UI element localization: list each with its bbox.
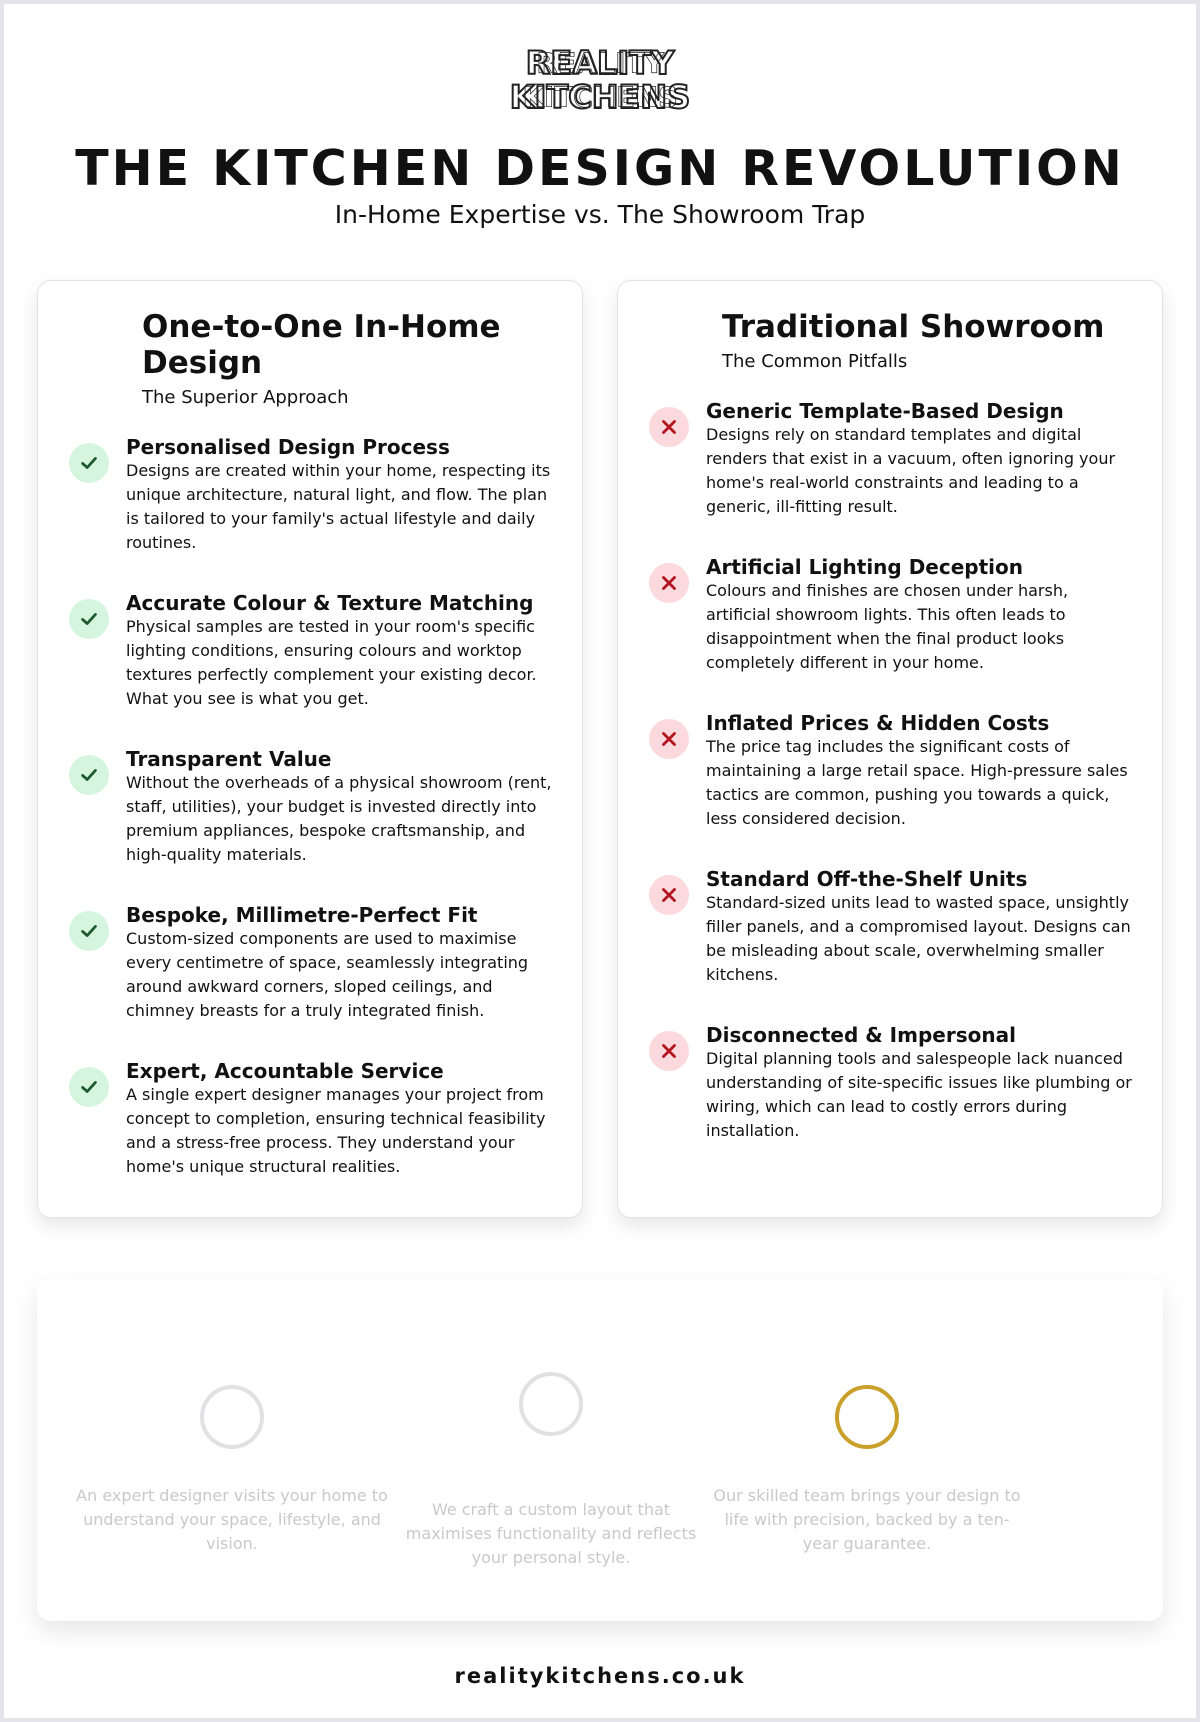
item-description-line: home's unique structural realities.	[126, 1157, 401, 1176]
item-description	[126, 459, 550, 555]
item-description-line: renders that exist in a vacuum, often ignoring your	[706, 449, 1116, 468]
item-description-line: is tailored to your family's actual lifestyle and daily	[126, 509, 536, 528]
check-icon	[69, 443, 109, 483]
item-description-line: Physical samples are tested in your room's specific	[126, 617, 535, 636]
step-description-line: An expert designer visits your home to	[76, 1486, 388, 1505]
check-icon	[69, 755, 109, 795]
logo-line-2: KITCHENS KITCHENS	[510, 80, 690, 114]
step-description-line: vision.	[206, 1534, 258, 1553]
item-description-line: installation.	[706, 1121, 800, 1140]
item-description-line: textures perfectly complement your existing decor.	[126, 665, 537, 684]
footer-website: realitykitchens.co.uk	[454, 1664, 746, 1688]
item-title: Generic Template-Based Design	[706, 399, 1064, 423]
check-icon	[69, 599, 109, 639]
item-description-line: Custom-sized components are used to maximise	[126, 929, 517, 948]
item-description-line: chimney breasts for a truly integrated finish.	[126, 1001, 485, 1020]
item-title: Transparent Value	[126, 747, 332, 771]
cross-icon	[649, 407, 689, 447]
item-description-line: Designs are created within your home, respecting its	[126, 461, 551, 480]
logo-line-1: REALITY REALITY	[526, 46, 675, 80]
step-1-description	[67, 1484, 397, 1556]
item-description-line: artificial showroom lights. This often leads to	[706, 605, 1066, 624]
step-description-line: Our skilled team brings your design to	[713, 1486, 1021, 1505]
item-description	[126, 771, 551, 867]
in-home-title-line-2: Design	[142, 345, 263, 381]
item-description-line: What you see is what you get.	[126, 689, 369, 708]
check-icon	[69, 911, 109, 951]
item-description-line: be misleading about scale, overwhelming smaller	[706, 941, 1104, 960]
item-description	[706, 423, 1115, 519]
cross-icon	[649, 563, 689, 603]
in-home-design-card	[37, 280, 583, 1218]
step-description-line: understand your space, lifestyle, and	[83, 1510, 381, 1529]
item-title: Expert, Accountable Service	[126, 1059, 444, 1083]
item-description-line: less considered decision.	[706, 809, 906, 828]
step-2-description	[386, 1498, 716, 1570]
item-description-line: staff, utilities), your budget is invested directly into	[126, 797, 537, 816]
item-description	[126, 1083, 545, 1179]
check-icon	[69, 1067, 109, 1107]
infographic-page	[4, 4, 1196, 1718]
process-steps-card	[37, 1279, 1163, 1621]
item-description	[706, 891, 1131, 987]
item-description	[706, 1047, 1132, 1143]
item-description-line: wiring, which can lead to costly errors during	[706, 1097, 1067, 1116]
cross-icon	[649, 1031, 689, 1071]
item-description-line: filler panels, and a compromised layout. Designs can	[706, 917, 1131, 936]
step-description-line: year guarantee.	[802, 1534, 932, 1553]
item-title: Accurate Colour & Texture Matching	[126, 591, 534, 615]
item-description	[126, 927, 528, 1023]
item-description	[706, 735, 1128, 831]
step-1-circle-icon	[200, 1385, 264, 1449]
item-description-line: generic, ill-fitting result.	[706, 497, 898, 516]
in-home-title-line-1: One-to-One In-Home	[142, 309, 501, 345]
in-home-card-title	[142, 309, 501, 381]
step-description-line: your personal style.	[471, 1548, 631, 1567]
item-description-line: routines.	[126, 533, 197, 552]
item-description-line: home's real-world constraints and leading to a	[706, 473, 1079, 492]
step-3-circle-icon	[835, 1385, 899, 1449]
item-description-line: every centimetre of space, seamlessly integrating	[126, 953, 529, 972]
item-description-line: disappointment when the final product looks	[706, 629, 1065, 648]
item-description-line: tactics are common, pushing you towards a quick,	[706, 785, 1110, 804]
item-description	[126, 615, 537, 711]
step-3-description	[702, 1484, 1032, 1556]
item-description-line: The price tag includes the significant costs of	[706, 737, 1070, 756]
item-description-line: Designs rely on standard templates and digital	[706, 425, 1082, 444]
item-title: Inflated Prices & Hidden Costs	[706, 711, 1050, 735]
step-description-line: maximises functionality and reflects	[405, 1524, 697, 1543]
item-description-line: completely different in your home.	[706, 653, 984, 672]
item-description-line: Without the overheads of a physical showroom (rent,	[126, 773, 552, 792]
cross-icon	[649, 875, 689, 915]
item-description	[706, 579, 1068, 675]
item-description-line: A single expert designer manages your project from	[126, 1085, 544, 1104]
step-description-line: life with precision, backed by a ten-	[724, 1510, 1010, 1529]
item-description-line: Colours and finishes are chosen under harsh,	[706, 581, 1069, 600]
item-description-line: unique architecture, natural light, and flow. The plan	[126, 485, 548, 504]
page-title: THE KITCHEN DESIGN REVOLUTION	[75, 140, 1125, 197]
item-description-line: maintaining a large retail space. High-pressure sales	[706, 761, 1128, 780]
item-description-line: kitchens.	[706, 965, 779, 984]
item-description-line: and a stress-free process. They understand your	[126, 1133, 515, 1152]
in-home-card-subtitle: The Superior Approach	[142, 387, 349, 408]
showroom-card-title: Traditional Showroom	[722, 309, 1105, 345]
showroom-card-subtitle: The Common Pitfalls	[722, 351, 908, 372]
item-title: Artificial Lighting Deception	[706, 555, 1023, 579]
item-description-line: lighting conditions, ensuring colours and worktop	[126, 641, 522, 660]
item-title: Personalised Design Process	[126, 435, 450, 459]
showroom-card	[617, 280, 1163, 1218]
cross-icon	[649, 719, 689, 759]
item-description-line: high-quality materials.	[126, 845, 307, 864]
item-title: Disconnected & Impersonal	[706, 1023, 1016, 1047]
item-title: Standard Off-the-Shelf Units	[706, 867, 1028, 891]
brand-logo	[4, 44, 1196, 116]
item-description-line: Standard-sized units lead to wasted space, unsightly	[706, 893, 1129, 912]
step-description-line: We craft a custom layout that	[431, 1500, 671, 1519]
item-description-line: around awkward corners, sloped ceilings, and	[126, 977, 493, 996]
item-description-line: understanding of site-specific issues like plumbing or	[706, 1073, 1132, 1092]
step-2-circle-icon	[519, 1372, 583, 1436]
page-subtitle: In-Home Expertise vs. The Showroom Trap	[334, 200, 866, 229]
item-description-line: premium appliances, bespoke craftsmanship, and	[126, 821, 526, 840]
item-description-line: concept to completion, ensuring technical feasibility	[126, 1109, 546, 1128]
item-title: Bespoke, Millimetre-Perfect Fit	[126, 903, 478, 927]
item-description-line: Digital planning tools and salespeople lack nuanced	[706, 1049, 1123, 1068]
